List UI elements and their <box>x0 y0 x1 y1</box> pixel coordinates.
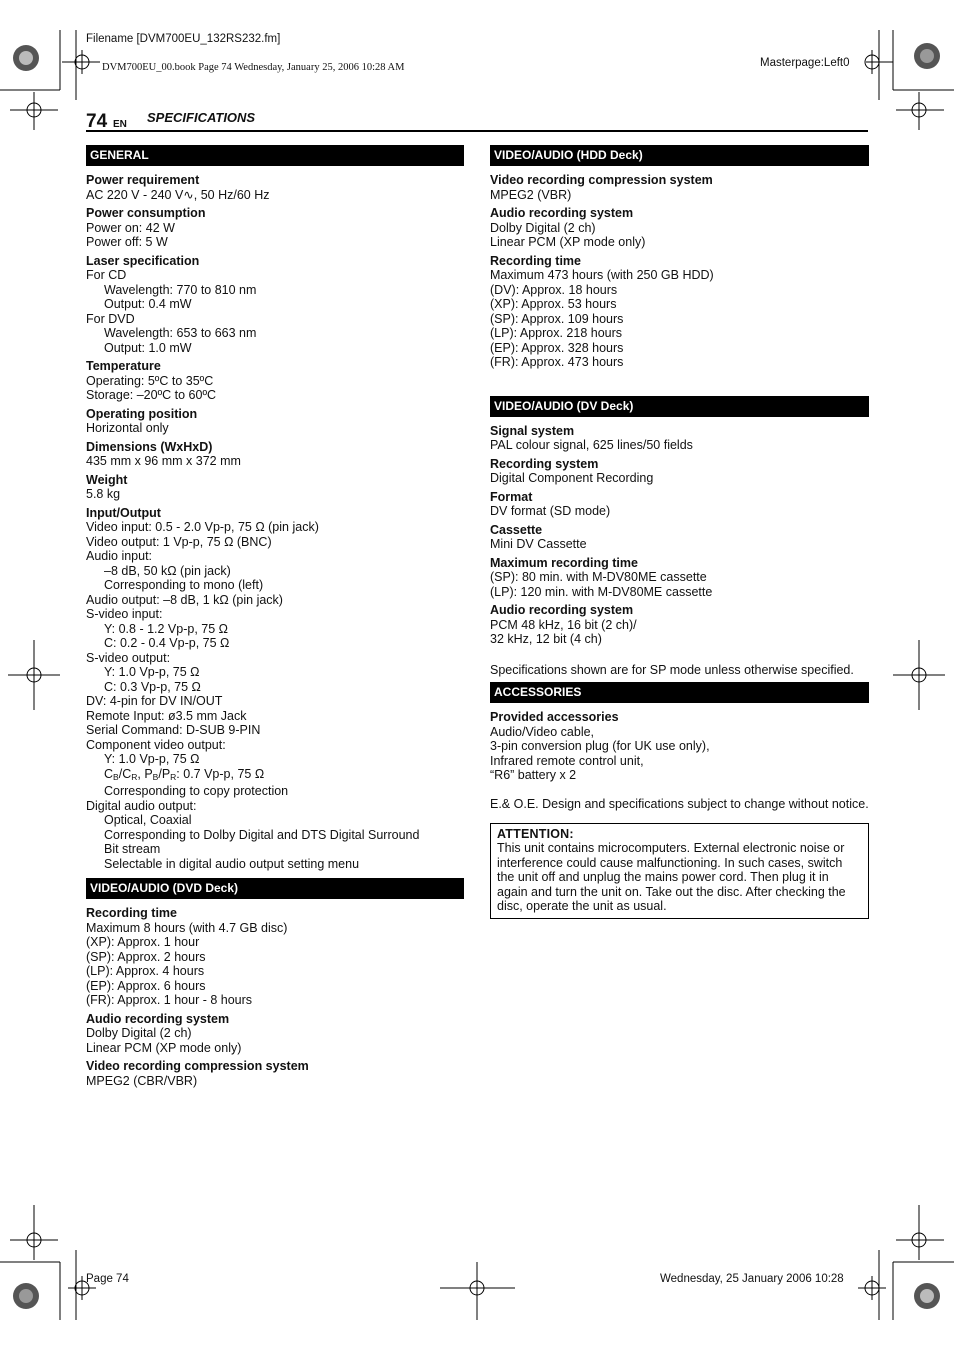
spec-entry <box>490 490 869 519</box>
spec-line: Dolby Digital (2 ch) <box>490 220 596 235</box>
spec-line: PCM 48 kHz, 16 bit (2 ch)/ <box>490 617 637 632</box>
spec-line: (LP): 120 min. with M-DV80ME cassette <box>490 584 713 599</box>
spec-line: Video output: 1 Vp-p, 75 Ω (BNC) <box>86 534 272 549</box>
spec-entry <box>490 424 869 453</box>
spec-entry <box>86 1012 464 1056</box>
section-dvd-deck <box>86 878 464 1088</box>
spec-entry <box>490 710 869 783</box>
section-title: SPECIFICATIONS <box>147 110 256 125</box>
spec-line: For CD <box>86 268 127 282</box>
spec-line: PAL colour signal, 625 lines/50 fields <box>490 438 693 452</box>
spec-line: Audio input: <box>86 549 153 563</box>
spec-line: Digital Component Recording <box>490 471 654 485</box>
spec-line: Remote Input: ø3.5 mm Jack <box>86 708 247 723</box>
spec-line: (LP): Approx. 218 hours <box>490 326 623 340</box>
spec-line: “R6” battery x 2 <box>490 768 577 782</box>
spec-line: Component video output: <box>86 737 226 752</box>
spec-line: Digital audio output: <box>86 798 197 813</box>
spec-line: (XP): Approx. 53 hours <box>490 297 617 311</box>
spec-line: Horizontal only <box>86 421 169 435</box>
spec-entry <box>86 173 464 202</box>
spec-entry <box>490 173 869 202</box>
spec-line: Serial Command: D-SUB 9-PIN <box>86 723 261 737</box>
sp-mode-note: Specifications shown are for SP mode unless otherwise specified. <box>490 662 854 677</box>
spec-line: Audio/Video cable, <box>490 724 595 739</box>
spec-line: Power off: 5 W <box>86 235 168 249</box>
spec-heading: Video recording compression system <box>490 173 713 187</box>
spec-line: (FR): Approx. 1 hour - 8 hours <box>86 993 253 1007</box>
spec-line: Storage: –20ºC to 60ºC <box>86 388 217 402</box>
section-general <box>86 145 464 871</box>
spec-line: Bit stream <box>104 842 161 856</box>
spec-heading: Format <box>490 489 533 504</box>
spec-entry <box>490 603 869 647</box>
spec-line: Linear PCM (XP mode only) <box>490 235 646 249</box>
spec-line: Linear PCM (XP mode only) <box>86 1040 242 1055</box>
spec-line: (SP): Approx. 2 hours <box>86 949 206 964</box>
spec-line: Maximum 473 hours (with 250 GB HDD) <box>490 268 714 282</box>
spec-line: (SP): 80 min. with M-DV80ME cassette <box>490 570 707 584</box>
spec-heading: Dimensions (WxHxD) <box>86 439 213 454</box>
spec-line: Selectable in digital audio output setting menu <box>104 856 360 871</box>
spec-entry <box>490 457 869 486</box>
print-filename: Filename [DVM700EU_132RS232.fm] <box>86 33 281 45</box>
section-heading-bar: VIDEO/AUDIO (DV Deck) <box>490 396 869 417</box>
section-heading-bar: VIDEO/AUDIO (DVD Deck) <box>86 878 464 899</box>
spec-line: DV format (SD mode) <box>490 504 611 518</box>
spec-line: –8 dB, 50 kΩ (pin jack) <box>104 563 231 578</box>
spec-line: 32 kHz, 12 bit (4 ch) <box>490 632 602 646</box>
right-column <box>490 145 869 919</box>
spec-entry <box>490 254 869 370</box>
spec-heading: Operating position <box>86 406 198 421</box>
spec-line: (XP): Approx. 1 hour <box>86 935 200 949</box>
spec-line: Optical, Coaxial <box>104 813 192 827</box>
spec-line: (EP): Approx. 328 hours <box>490 340 624 355</box>
page-header <box>86 111 868 132</box>
spec-line: Y: 1.0 Vp-p, 75 Ω <box>104 752 200 766</box>
spec-line: DV: 4-pin for DV IN/OUT <box>86 694 223 708</box>
spec-line: Y: 0.8 - 1.2 Vp-p, 75 Ω <box>104 621 228 636</box>
spec-entry <box>86 254 464 356</box>
spec-entry <box>86 906 464 1008</box>
spec-heading: Provided accessories <box>490 710 619 724</box>
attention-text: This unit contains microcomputers. External electronic noise or interference could cause malfunctioning. In such cases, switch the unit off and unplug the mains power cord. Then plug it in again and turn the unit on. Take out the disc. After checking the disc, operate the unit as usual. <box>497 841 846 913</box>
spec-entry <box>86 407 464 436</box>
spec-entry <box>86 1059 464 1088</box>
spec-line: C: 0.3 Vp-p, 75 Ω <box>104 679 201 694</box>
attention-title: ATTENTION: <box>497 827 574 841</box>
spec-line: $C_B/C_R$, $P_B/P_R$: 0.7 Vp-p, 75 Ω <box>104 766 265 782</box>
spec-heading: Input/Output <box>86 505 161 520</box>
spec-heading: Audio recording system <box>490 206 634 220</box>
spec-heading: Cassette <box>490 522 543 537</box>
spec-entry <box>490 206 869 250</box>
print-book-line: DVM700EU_00.book Page 74 Wednesday, January 25, 2006 10:28 AM <box>102 62 405 73</box>
spec-entry <box>86 506 464 872</box>
spec-heading: Temperature <box>86 359 161 373</box>
eoe-note: E.& O.E. Design and specifications subject to change without notice. <box>490 796 869 811</box>
spec-line: C: 0.2 - 0.4 Vp-p, 75 Ω <box>104 636 230 650</box>
spec-heading: Maximum recording time <box>490 555 638 570</box>
spec-line: Dolby Digital (2 ch) <box>86 1026 192 1040</box>
spec-heading: Audio recording system <box>490 603 634 617</box>
spec-line: Corresponding to Dolby Digital and DTS Digital Surround <box>104 827 420 842</box>
spec-heading: Laser specification <box>86 253 200 268</box>
spec-line: For DVD <box>86 311 135 326</box>
spec-entry <box>86 473 464 502</box>
spec-line: S-video input: <box>86 607 163 621</box>
spec-line: Output: 0.4 mW <box>104 297 192 311</box>
spec-line: 5.8 kg <box>86 487 121 501</box>
spec-line: Corresponding to copy protection <box>104 784 289 798</box>
spec-line: MPEG2 (CBR/VBR) <box>86 1073 198 1088</box>
spec-line: Operating: 5ºC to 35ºC <box>86 373 214 388</box>
section-dv-deck <box>490 396 869 647</box>
spec-line: MPEG2 (VBR) <box>490 187 572 202</box>
spec-heading: Weight <box>86 472 128 487</box>
spec-entry <box>86 359 464 403</box>
spec-line: (SP): Approx. 109 hours <box>490 311 624 326</box>
spec-line: AC 220 V - 240 V∿, 50 Hz/60 Hz <box>86 187 270 202</box>
print-footer-date: Wednesday, 25 January 2006 10:28 <box>660 1273 844 1285</box>
spec-line: (DV): Approx. 18 hours <box>490 282 618 297</box>
spec-line: 3-pin conversion plug (for UK use only), <box>490 739 710 753</box>
spec-entry <box>86 206 464 250</box>
print-masterpage: Masterpage:Left0 <box>760 57 850 69</box>
spec-line: Video input: 0.5 - 2.0 Vp-p, 75 Ω (pin jack) <box>86 520 319 534</box>
spec-heading: Audio recording system <box>86 1011 230 1026</box>
spec-line: 435 mm x 96 mm x 372 mm <box>86 454 241 468</box>
section-accessories <box>490 682 869 783</box>
spec-line: Wavelength: 770 to 810 nm <box>104 282 257 297</box>
spec-line: Infrared remote control unit, <box>490 753 644 768</box>
spec-heading: Signal system <box>490 423 575 438</box>
spec-entry <box>490 556 869 600</box>
attention-box <box>490 823 869 919</box>
left-column <box>86 145 464 1092</box>
spec-line: Corresponding to mono (left) <box>104 578 264 592</box>
spec-line: (FR): Approx. 473 hours <box>490 355 624 369</box>
page-lang: EN <box>113 119 127 130</box>
spec-line: Mini DV Cassette <box>490 537 587 551</box>
section-heading-bar: GENERAL <box>86 145 464 166</box>
spec-line: (LP): Approx. 4 hours <box>86 964 205 978</box>
section-hdd-deck <box>490 145 869 370</box>
section-heading-bar: ACCESSORIES <box>490 682 869 703</box>
spec-line: Output: 1.0 mW <box>104 340 192 355</box>
spec-entry <box>490 523 869 552</box>
section-heading-bar: VIDEO/AUDIO (HDD Deck) <box>490 145 869 166</box>
spec-heading: Power consumption <box>86 206 206 220</box>
print-footer-page: Page 74 <box>86 1273 129 1285</box>
spec-line: Maximum 8 hours (with 4.7 GB disc) <box>86 920 288 935</box>
spec-line: (EP): Approx. 6 hours <box>86 978 206 993</box>
spec-heading: Recording time <box>490 253 581 268</box>
spec-line: S-video output: <box>86 650 171 665</box>
page-number: 74 <box>86 111 108 132</box>
spec-heading: Power requirement <box>86 173 200 187</box>
spec-line: Y: 1.0 Vp-p, 75 Ω <box>104 665 200 679</box>
spec-heading: Video recording compression system <box>86 1059 309 1073</box>
spec-line: Wavelength: 653 to 663 nm <box>104 326 257 340</box>
spec-heading: Recording time <box>86 906 177 920</box>
spec-heading: Recording system <box>490 456 599 471</box>
spec-entry <box>86 440 464 469</box>
spec-line: Power on: 42 W <box>86 220 175 235</box>
spec-line: Audio output: –8 dB, 1 kΩ (pin jack) <box>86 592 283 607</box>
